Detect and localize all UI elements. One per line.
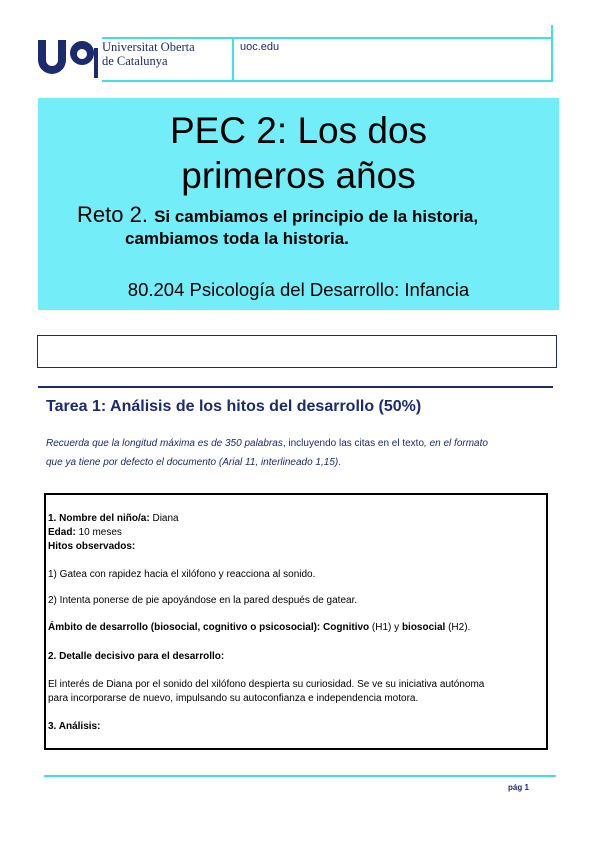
university-name-line-1: Universitat Oberta <box>102 40 195 54</box>
reminder-italic-3: que ya tiene por defecto el documento (Arial 11, interlineado 1,15) <box>46 457 339 468</box>
reto-text-line-1: Si cambiamos el principio de la historia, <box>154 207 479 226</box>
reto-heading <box>77 203 478 229</box>
title-line-2: primeros años <box>181 155 416 196</box>
detail-line-1: El interés de Diana por el sonido del xilófono despierta su curiosidad. Se ve su iniciativa autónoma <box>48 679 485 690</box>
milestones-label-text: Hitos observados: <box>48 541 136 552</box>
reminder-italic-2: , en el formato <box>424 438 488 449</box>
domain-h1: (H1) y <box>369 622 402 633</box>
page-number: pág 1 <box>508 783 529 792</box>
uoc-logo-icon <box>36 38 98 78</box>
age-row <box>48 526 122 539</box>
page-title <box>38 108 559 198</box>
title-banner <box>38 98 559 310</box>
header-divider <box>232 37 234 82</box>
child-name-label: 1. Nombre del niño/a: <box>48 513 150 524</box>
domain-h2: (H2). <box>445 622 471 633</box>
milestones-label <box>48 540 135 553</box>
course-name: 80.204 Psicología del Desarrollo: Infancia <box>127 279 470 300</box>
age-label: Edad: <box>48 527 76 538</box>
reto-text-line-2: cambiamos toda la historia. <box>125 229 349 248</box>
header-top-rule <box>102 37 552 39</box>
domain-cognitive: Cognitivo <box>320 622 370 633</box>
domain-row <box>48 621 470 634</box>
header-bottom-rule <box>102 80 552 82</box>
domain-biosocial: biosocial <box>401 622 446 633</box>
milestone-1: 1) Gatea con rapidez hacia el xilófono y reacciona al sonido. <box>48 569 316 580</box>
milestone-2: 2) Intenta ponerse de pie apoyándose en la pared después de gatear. <box>48 595 358 606</box>
blank-field-box[interactable] <box>37 335 557 368</box>
child-name-value: Diana <box>149 513 179 524</box>
detail-label <box>48 650 224 663</box>
reto-label: Reto 2. <box>77 202 148 227</box>
detail-label-text: 2. Detalle decisivo para el desarrollo: <box>48 651 225 662</box>
reminder-italic-1: Recuerda que la longitud máxima es de 350 palabras <box>46 438 283 449</box>
reminder-end: . <box>338 457 342 468</box>
header-right-edge <box>551 25 553 82</box>
analysis-label <box>48 720 100 733</box>
reminder-normal-1: , incluyendo las citas en el texto <box>282 438 425 449</box>
title-line-1: PEC 2: Los dos <box>169 110 428 151</box>
university-name-line-2: de Catalunya <box>102 54 168 68</box>
reminder-note <box>46 434 546 472</box>
age-value: 10 meses <box>75 527 122 538</box>
footer-rule <box>44 775 556 777</box>
header-url: uoc.edu <box>240 41 280 53</box>
domain-label: Ámbito de desarrollo (biosocial, cognitivo o psicosocial): <box>48 622 321 633</box>
task-title: Tarea 1: Análisis de los hitos del desarrollo (50%) <box>46 398 422 415</box>
child-name-row <box>48 512 179 525</box>
university-name <box>102 40 195 68</box>
section-rule <box>38 386 553 388</box>
analysis-label-text: 3. Análisis: <box>48 721 101 732</box>
detail-line-2: para incorporarse de nuevo, impulsando su autoconfianza e independencia motora. <box>48 693 419 704</box>
